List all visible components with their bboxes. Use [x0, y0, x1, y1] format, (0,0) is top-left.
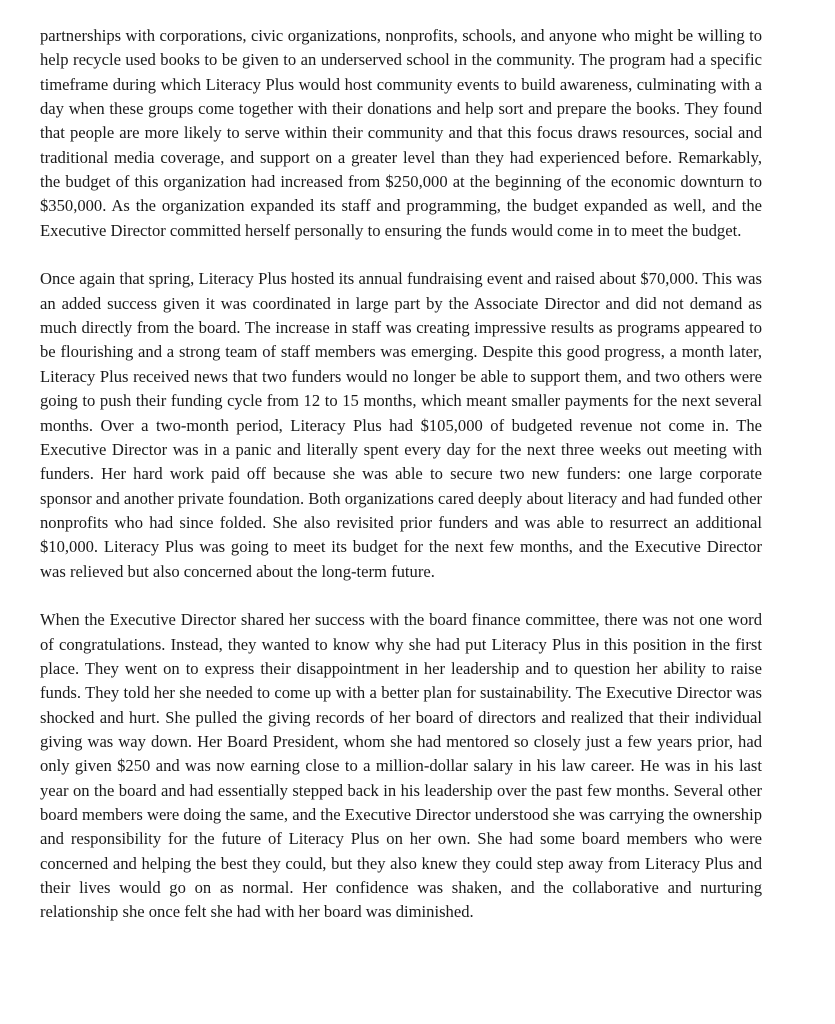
paragraph-1: partnerships with corporations, civic organizations, nonprofits, schools, and anyone who might be willing to help recycle used books to be given to an underserved school in the community. The program had a specific timeframe during which Literacy Plus would host community events to build awareness, culminating with a day when these groups come together with their donations and help sort and prepare the books. They found that people are more likely to serve within their community and that this focus draws resources, social and traditional media coverage, and support on a greater level than they had experienced before. Remarkably, the budget of this organization had increased from $250,000 at the beginning of the economic downturn to $350,000. As the organization expanded its staff and programming, the budget expanded as well, and the Executive Director committed herself personally to ensuring the funds would come in to meet the budget. [40, 26, 762, 240]
document-page [40, 24, 762, 925]
paragraph-2: Once again that spring, Literacy Plus hosted its annual fundraising event and raised about $70,000. This was an added success given it was coordinated in large part by the Associate Director and did not demand as much directly from the board. The increase in staff was creating impressive results as programs appeared to be flourishing and a strong team of staff members was emerging. Despite this good progress, a month later, Literacy Plus received news that two funders would no longer be able to support them, and two others were going to push their funding cycle from 12 to 15 months, which meant smaller payments for the next several months. Over a two-month period, Literacy Plus had $105,000 of budgeted revenue not come in. The Executive Director was in a panic and literally spent every day for the next three weeks out meeting with funders. Her hard work paid off because she was able to secure two new funders: one large corporate sponsor and another private foundation. Both organizations cared deeply about literacy and had funded other nonprofits who had since folded. She also revisited prior funders and was able to resurrect an additional $10,000. Literacy Plus was going to meet its budget for the next few months, and the Executive Director was relieved but also concerned about the long-term future. [40, 269, 762, 581]
paragraph-3: When the Executive Director shared her success with the board finance committee, there was not one word of congratulations. Instead, they wanted to know why she had put Literacy Plus in this position in the first place. They went on to express their disappointment in her leadership and to question her ability to raise funds. They told her she needed to come up with a better plan for sustainability. The Executive Director was shocked and hurt. She pulled the giving records of her board of directors and realized that their individual giving was way down. Her Board President, whom she had mentored so closely just a few years prior, had only given $250 and was now earning close to a million-dollar salary in his law career. He was in his last year on the board and had essentially stepped back in his leadership over the past few months. Several other board members were doing the same, and the Executive Director understood she was carrying the ownership and responsibility for the future of Literacy Plus on her own. She had some board members who were concerned and helping the best they could, but they also knew they could step away from Literacy Plus and their lives would go on as normal. Her confidence was shaken, and the collaborative and nurturing relationship she once felt she had with her board was diminished. [40, 610, 762, 922]
